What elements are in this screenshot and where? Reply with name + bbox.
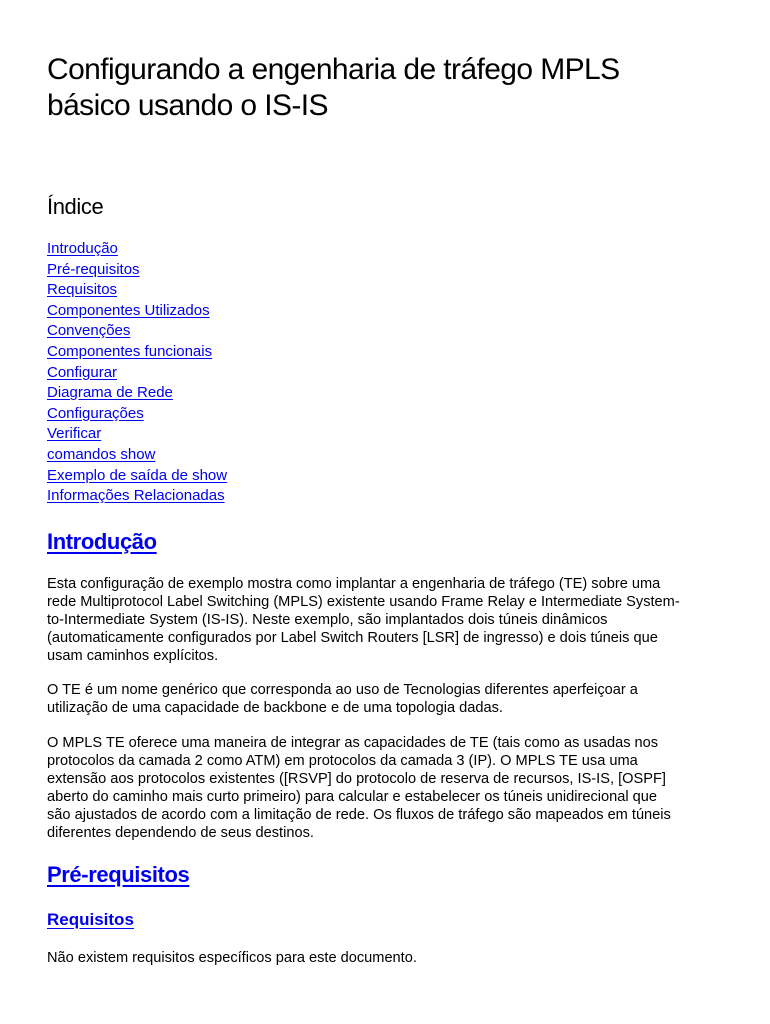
- toc-link-configuracoes[interactable]: Configurações: [47, 404, 144, 422]
- paragraph-line: protocolos da camada 2 como ATM) em protocolos da camada 3 (IP). O MPLS TE usa uma: [47, 753, 638, 769]
- toc-item: [47, 486, 227, 507]
- intro-paragraph-3: [47, 734, 727, 842]
- subsection-heading-requisitos[interactable]: Requisitos: [47, 910, 134, 929]
- paragraph-line: to-Intermediate System (IS-IS). Neste exemplo, são implantados dois túneis dinâmicos: [47, 612, 608, 628]
- toc-item: [47, 321, 227, 342]
- paragraph-line: rede Multiprotocol Label Switching (MPLS) existente usando Frame Relay e Intermediate System-: [47, 594, 680, 610]
- paragraph-line: usam caminhos explícitos.: [47, 648, 219, 664]
- paragraph-line: diferentes dependendo de seus destinos.: [47, 825, 314, 841]
- toc-item: [47, 280, 227, 301]
- paragraph-line: O MPLS TE oferece uma maneira de integrar as capacidades de TE (tais como as usadas nos: [47, 735, 659, 751]
- paragraph-line: extensão aos protocolos existentes ([RSVP] do protocolo de reserva de recursos, IS-IS, [OSPF]: [47, 771, 666, 787]
- paragraph-line: O TE é um nome genérico que corresponda ao uso de Tecnologias diferentes aperfeiçoar a: [47, 682, 638, 698]
- toc-item: [47, 466, 227, 487]
- toc-link-verificar[interactable]: Verificar: [47, 425, 102, 443]
- section-heading-introducao[interactable]: Introdução: [47, 529, 157, 554]
- toc-item: [47, 424, 227, 445]
- toc-item: [47, 301, 227, 322]
- toc-item: [47, 342, 227, 363]
- toc-item: [47, 260, 227, 281]
- toc-link-pre-requisitos[interactable]: Pré-requisitos: [47, 260, 140, 278]
- toc-link-componentes-utilizados[interactable]: Componentes Utilizados: [47, 301, 210, 319]
- toc-item: [47, 363, 227, 384]
- table-of-contents: [47, 239, 227, 507]
- paragraph-line: são ajustados de acordo com a limitação de rede. Os fluxos de tráfego são mapeados em túneis: [47, 807, 671, 823]
- paragraph-line: (automaticamente configurados por Label Switch Routers [LSR] de ingresso) e dois túneis que: [47, 630, 658, 646]
- document-title-line-2: básico usando o IS-IS: [47, 89, 328, 122]
- paragraph-line: aberto do caminho mais curto primeiro) para calcular e estabelecer os túneis unidirecional que: [47, 789, 658, 805]
- toc-heading: Índice: [47, 194, 104, 219]
- toc-link-informacoes-relacionadas[interactable]: Informações Relacionadas: [47, 487, 225, 505]
- section-heading-pre-requisitos[interactable]: Pré-requisitos: [47, 862, 190, 887]
- toc-link-configurar[interactable]: Configurar: [47, 363, 118, 381]
- toc-item: [47, 445, 227, 466]
- paragraph-line: utilização de uma capacidade de backbone e de uma topologia dadas.: [47, 700, 503, 716]
- paragraph-line: Esta configuração de exemplo mostra como implantar a engenharia de tráfego (TE) sobre uma: [47, 576, 661, 592]
- toc-item: [47, 239, 227, 260]
- intro-paragraph-2: [47, 681, 727, 717]
- toc-link-introducao[interactable]: Introdução: [47, 240, 118, 257]
- toc-link-convencoes[interactable]: Convenções: [47, 322, 131, 340]
- document-title: [47, 52, 737, 124]
- document-title-line-1: Configurando a engenharia de tráfego MPLS: [47, 53, 620, 86]
- toc-link-exemplo-de-saida[interactable]: Exemplo de saída de show: [47, 466, 228, 484]
- toc-link-componentes-funcionais[interactable]: Componentes funcionais: [47, 342, 213, 360]
- toc-link-requisitos[interactable]: Requisitos: [47, 281, 118, 299]
- toc-item: [47, 383, 227, 404]
- requirements-paragraph: Não existem requisitos específicos para este documento.: [47, 950, 417, 966]
- toc-link-comandos-show[interactable]: comandos show: [47, 445, 156, 463]
- intro-paragraph-1: [47, 575, 727, 665]
- toc-item: [47, 404, 227, 425]
- toc-link-diagrama-de-rede[interactable]: Diagrama de Rede: [47, 384, 173, 402]
